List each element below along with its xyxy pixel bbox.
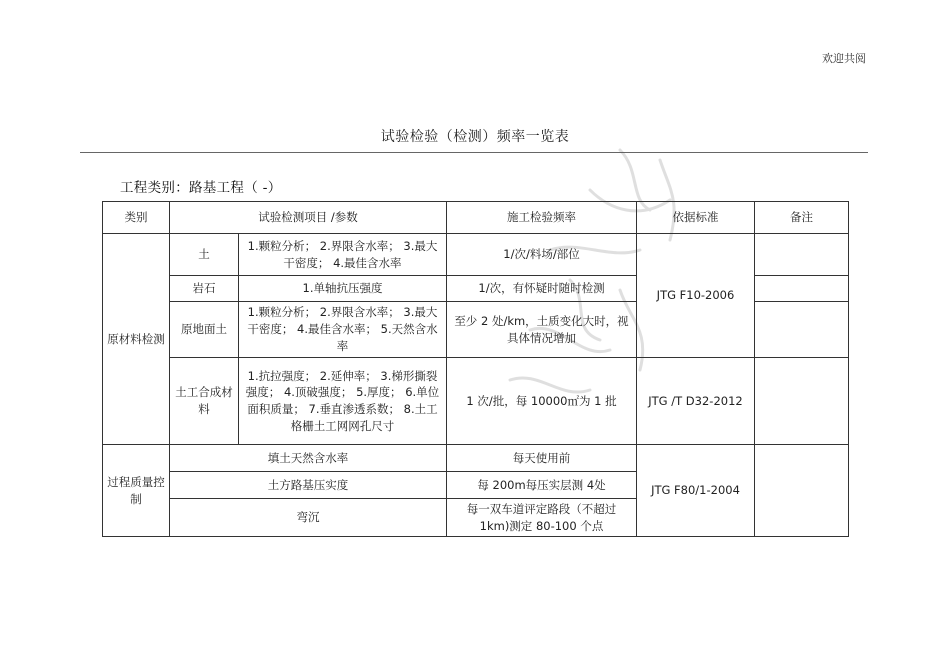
test-frequency: 每 200m每压实层测 4处 bbox=[447, 472, 637, 499]
test-frequency: 至少 2 处/km，土质变化大时，视具体情况增加 bbox=[447, 302, 637, 358]
frequency-table bbox=[102, 201, 849, 537]
test-items: 1.抗拉强度； 2.延伸率； 3.梯形撕裂强度； 4.顶破强度； 5.厚度； 6.单位面积质量； 7.垂直渗透系数； 8.土工格栅土工网网孔尺寸 bbox=[239, 358, 447, 445]
test-frequency: 1/次，有怀疑时随时检测 bbox=[447, 276, 637, 302]
material-name: 原地面土 bbox=[170, 302, 239, 358]
header-category: 类别 bbox=[103, 202, 170, 234]
standard-cell: JTG F80/1-2004 bbox=[637, 445, 755, 537]
test-frequency: 每一双车道评定路段（不超过 1km)测定 80-100 个点 bbox=[447, 499, 637, 537]
standard-cell: JTG F10-2006 bbox=[637, 234, 755, 358]
table-row bbox=[103, 358, 849, 445]
test-items: 土方路基压实度 bbox=[170, 472, 447, 499]
material-name: 土工合成材料 bbox=[170, 358, 239, 445]
test-frequency: 1 次/批，每 10000㎡为 1 批 bbox=[447, 358, 637, 445]
material-name: 岩石 bbox=[170, 276, 239, 302]
test-frequency: 1/次/料场/部位 bbox=[447, 234, 637, 276]
standard-cell: JTG /T D32-2012 bbox=[637, 358, 755, 445]
category-raw-materials: 原材料检测 bbox=[103, 234, 170, 445]
project-type: 工程类别：路基工程（ -） bbox=[120, 180, 282, 196]
remarks-cell bbox=[755, 358, 849, 445]
table-row bbox=[103, 445, 849, 472]
table-row bbox=[103, 234, 849, 276]
test-items: 1.单轴抗压强度 bbox=[239, 276, 447, 302]
test-items: 弯沉 bbox=[170, 499, 447, 537]
test-items: 1.颗粒分析； 2.界限含水率； 3.最大干密度； 4.最佳含水率 bbox=[239, 234, 447, 276]
test-items: 填土天然含水率 bbox=[170, 445, 447, 472]
remarks-cell bbox=[755, 276, 849, 302]
header-note: 欢迎共阅 bbox=[822, 52, 866, 65]
header-frequency: 施工检验频率 bbox=[447, 202, 637, 234]
title-rule bbox=[80, 152, 868, 153]
test-items: 1.颗粒分析； 2.界限含水率； 3.最大干密度； 4.最佳含水率； 5.天然含水率 bbox=[239, 302, 447, 358]
header-remarks: 备注 bbox=[755, 202, 849, 234]
test-frequency: 每天使用前 bbox=[447, 445, 637, 472]
header-items: 试验检测项目 /参数 bbox=[170, 202, 447, 234]
header-standard: 依据标准 bbox=[637, 202, 755, 234]
document-title: 试验检验（检测）频率一览表 bbox=[380, 129, 570, 145]
remarks-cell bbox=[755, 234, 849, 276]
table-header-row bbox=[103, 202, 849, 234]
material-name: 土 bbox=[170, 234, 239, 276]
remarks-cell bbox=[755, 302, 849, 358]
remarks-cell bbox=[755, 445, 849, 537]
category-process-control: 过程质量控制 bbox=[103, 445, 170, 537]
